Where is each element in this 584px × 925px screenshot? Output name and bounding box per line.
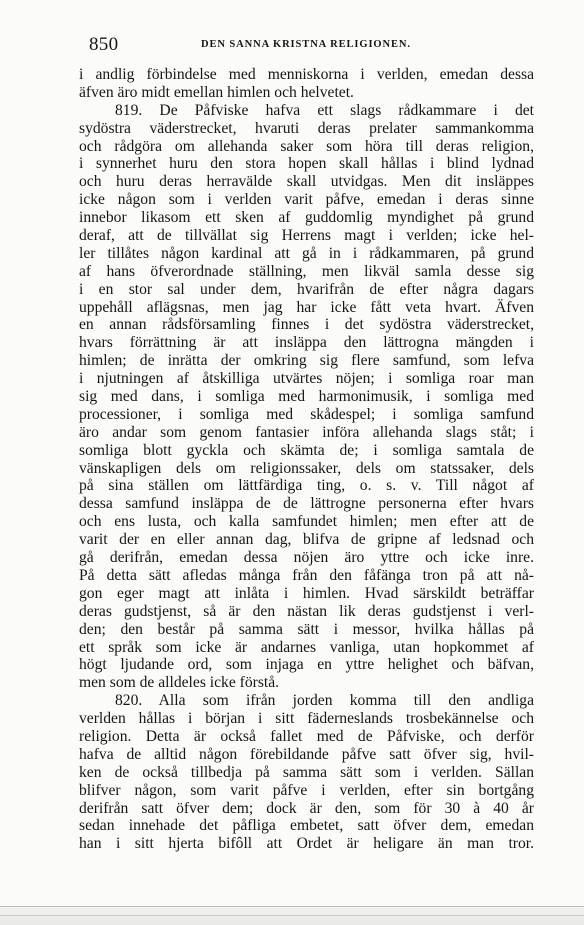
text-line: gå derifrån, emedan dessa nöjen äro yttre och icke inre. <box>79 549 534 567</box>
text-line: derifrån satt öfver dem; dock är den, som för 30 à 40 år <box>79 799 534 817</box>
text-line: och rådgöra om allehanda saker som höra till deras religion, <box>79 137 534 155</box>
text-line: uppehåll aflägsnas, men jag har icke fått veta hvart. Äfven <box>79 298 534 316</box>
text-line: äfven äro midt emellan himlen och helvetet. <box>79 83 354 101</box>
text-line: på sina ställen om lättfärdiga ting, o. s. v. Till något af <box>79 477 534 495</box>
text-line: i njutningen af åtskilliga utvärtes nöjen; i somliga roar man <box>79 370 534 388</box>
text-line: deras gudstjenst, så är den nästan lik deras gudstjenst i verl- <box>79 602 534 620</box>
text-line: icke någon som i verlden varit påfve, emedan i deras sinne <box>79 191 534 209</box>
text-line: i en stor sal under dem, hvarifrån de efter några dagars <box>79 280 534 298</box>
page-header <box>81 34 533 56</box>
paragraph-start-819: 819. De Påfviske hafva ett slags rådkammare i det <box>115 101 534 119</box>
page-number: 850 <box>89 34 119 55</box>
text-line: sydöstra väderstrecket, hvaruti deras prelater sammankomma <box>79 119 534 137</box>
text-line: dessa samfund insläppa de de lättrogne personerna efter hvars <box>79 495 534 513</box>
text-line: i synnerhet huru den stora hopen skall hållas i blind lydnad <box>79 155 534 173</box>
running-title: DEN SANNA KRISTNA RELIGIONEN. <box>201 39 411 50</box>
text-line: verlden hållas i början i sitt fäderneslands trosbekännelse och <box>79 710 534 728</box>
text-line: han i sitt hjerta bifôll att Ordet är heligare än man tror. <box>79 835 534 853</box>
text-line: den; den består på samma sätt i messor, hvilka hållas på <box>79 620 534 638</box>
scan-edge-line <box>0 915 584 916</box>
text-line: somliga blott gyckla och skämta de; i somliga samtala de <box>79 441 534 459</box>
text-line: vänskapligen dels om religionssaker, dels om statssaker, dels <box>79 459 534 477</box>
text-line: hafva de alltid någon förebildande påfve satt öfver sig, hvil- <box>79 745 534 763</box>
text-line: ler tillåtes någon kardinal att gå in i rådkammaren, på grund <box>79 244 534 262</box>
text-line: af hans öfverordnade ställning, men likväl samla desse sig <box>79 262 534 280</box>
text-line: högt ljudande ord, som injaga en yttre helighet och bäfvan, <box>79 656 534 674</box>
text-line: religion. Detta är också fallet med de Påfviske, och derför <box>79 727 534 745</box>
text-line: ett språk som icke är andarnes vanliga, utan hopkommet af <box>79 638 534 656</box>
text-line: ken de också tillbedja på samma sätt som i verlden. Sällan <box>79 763 534 781</box>
text-line: sig med dans, i somliga med harmonimusik, i somliga med <box>79 388 534 406</box>
text-line: blifver någon, som varit påfve i verlden, efter sin bortgång <box>79 781 534 799</box>
text-line: På detta sätt afledas många från den fåfänga tron på att nå- <box>79 566 534 584</box>
text-line: processioner, i somliga med skådespel; i somliga samfund <box>79 405 534 423</box>
text-line: och ens lusta, och kalla samfundet himlen; men efter att de <box>79 513 534 531</box>
body-text <box>79 66 534 853</box>
text-line: i andlig förbindelse med menniskorna i verlden, emedan dessa <box>79 66 534 83</box>
paragraph-start-820: 820. Alla som ifrån jorden komma till den andliga <box>115 692 534 710</box>
text-line: gon eger magt att inlåta i himlen. Hvad särskildt beträffar <box>79 584 534 602</box>
text-line: äro andar som genom fantasier införa allehanda slags ståt; i <box>79 423 534 441</box>
text-line: en annan rådsförsamling finnes i det sydöstra väderstrecket, <box>79 316 534 334</box>
text-line: hvars förrättning är att insläppa den lättrogna mängden i <box>79 334 534 352</box>
text-line: men som de alldeles icke förstå. <box>79 674 280 692</box>
text-line: sedan innehade det påfliga embetet, satt öfver dem, emedan <box>79 817 534 835</box>
text-line: deraf, att de tillvällat sig Herrens magt i verlden; icke hel- <box>79 227 534 245</box>
text-line: innebor likasom ett sken af guddomlig myndighet på grund <box>79 209 534 227</box>
text-line: himlen; de inrätta der omkring sig flere samfund, som lefva <box>79 352 534 370</box>
text-line: varit der en eller annan dag, blifva de gripne af ledsnad och <box>79 531 534 549</box>
text-line: och huru deras herravälde skall utvidgas. Men dit insläppes <box>79 173 534 191</box>
